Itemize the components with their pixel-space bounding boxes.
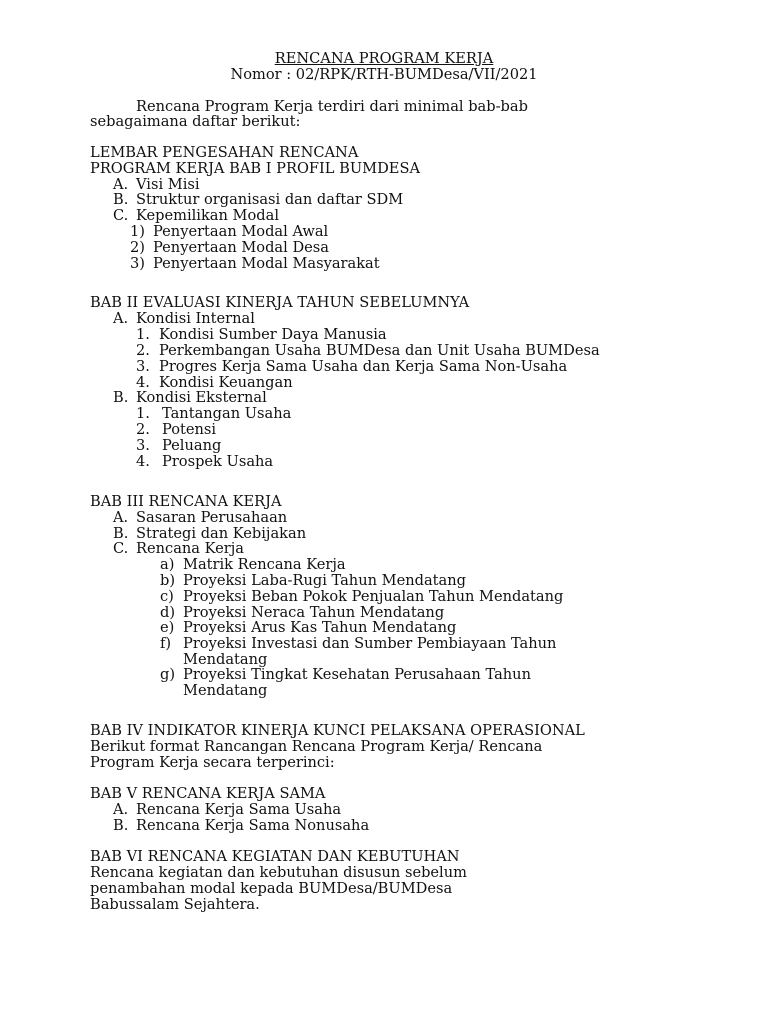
- document-number: Nomor : 02/RPK/RTH-BUMDesa/VII/2021: [230, 66, 538, 83]
- bab2-b-item-label: 2.: [136, 421, 150, 438]
- bab1-item-label: A.: [113, 176, 129, 193]
- bab1-item-text: Kepemilikan Modal: [136, 207, 279, 224]
- bab3-sub-text: Matrik Rencana Kerja: [183, 556, 346, 573]
- bab3-sub-text: Proyeksi Arus Kas Tahun Mendatang: [183, 619, 457, 636]
- bab3-title: BAB III RENCANA KERJA: [90, 493, 282, 510]
- bab3-sub-text: Proyeksi Laba-Rugi Tahun Mendatang: [183, 572, 466, 589]
- lembar-line-1: LEMBAR PENGESAHAN RENCANA: [90, 144, 359, 161]
- bab2-a-label: A.: [113, 310, 129, 327]
- bab4-line-2: Program Kerja secara terperinci:: [90, 754, 335, 771]
- bab2-a-item-text: Kondisi Keuangan: [159, 374, 293, 391]
- bab6-line-1: Rencana kegiatan dan kebutuhan disusun sebelum: [90, 864, 467, 881]
- bab5-title: BAB V RENCANA KERJA SAMA: [90, 785, 326, 802]
- bab2-a-item-label: 1.: [136, 326, 150, 343]
- bab6-line-3: Babussalam Sejahtera.: [90, 896, 260, 913]
- bab3-sub-label: b): [160, 572, 176, 589]
- bab1-sub-text: Penyertaan Modal Desa: [153, 239, 329, 256]
- bab2-title: BAB II EVALUASI KINERJA TAHUN SEBELUMNYA: [90, 294, 470, 311]
- bab1-item-label: B.: [113, 191, 129, 208]
- bab2-b-item-label: 1.: [136, 405, 150, 422]
- document-title: RENCANA PROGRAM KERJA: [274, 50, 494, 67]
- bab2-b-item-text: Potensi: [162, 421, 217, 438]
- bab3-sub-label: g): [160, 666, 176, 683]
- bab3-sub-label: d): [160, 604, 176, 621]
- bab1-item-text: Visi Misi: [136, 176, 200, 193]
- bab3-sub-text: Proyeksi Investasi dan Sumber Pembiayaan Tahun: [183, 635, 557, 652]
- bab1-sub-label: 3): [130, 255, 145, 272]
- bab2-a-item-label: 3.: [136, 358, 150, 375]
- bab2-b-item-label: 3.: [136, 437, 150, 454]
- bab3-item-label: C.: [113, 540, 129, 557]
- bab2-a-item-text: Perkembangan Usaha BUMDesa dan Unit Usaha BUMDesa: [159, 342, 600, 359]
- bab4-title: BAB IV INDIKATOR KINERJA KUNCI PELAKSANA OPERASIONAL: [90, 722, 585, 739]
- bab3-sub-label: c): [160, 588, 174, 605]
- bab1-sub-text: Penyertaan Modal Awal: [153, 223, 329, 240]
- bab3-sub-text: Proyeksi Tingkat Kesehatan Perusahaan Tahun: [183, 666, 531, 683]
- bab2-a-item-text: Progres Kerja Sama Usaha dan Kerja Sama Non-Usaha: [159, 358, 568, 375]
- bab1-sub-label: 2): [130, 239, 145, 256]
- bab2-a-item-text: Kondisi Sumber Daya Manusia: [159, 326, 387, 343]
- lembar-line-2: PROGRAM KERJA BAB I PROFIL BUMDESA: [90, 160, 420, 177]
- bab5-item-label: A.: [113, 801, 129, 818]
- bab5-item-text: Rencana Kerja Sama Usaha: [136, 801, 342, 818]
- bab2-b-item-text: Prospek Usaha: [162, 453, 274, 470]
- bab5-item-label: B.: [113, 817, 129, 834]
- bab6-title: BAB VI RENCANA KEGIATAN DAN KEBUTUHAN: [90, 848, 460, 865]
- bab2-b-item-text: Peluang: [162, 437, 222, 454]
- bab1-item-label: C.: [113, 207, 129, 224]
- bab3-item-label: B.: [113, 525, 129, 542]
- bab3-sub-text: Proyeksi Neraca Tahun Mendatang: [183, 604, 445, 621]
- bab1-sub-label: 1): [130, 223, 145, 240]
- bab1-sub-text: Penyertaan Modal Masyarakat: [153, 255, 380, 272]
- bab4-line-1: Berikut format Rancangan Rencana Program Kerja/ Rencana: [90, 738, 543, 755]
- bab3-sub-label: e): [160, 619, 175, 636]
- bab2-a-text: Kondisi Internal: [136, 310, 255, 327]
- bab1-item-text: Struktur organisasi dan daftar SDM: [136, 191, 404, 208]
- bab2-b-item-label: 4.: [136, 453, 150, 470]
- bab3-sub-label: f): [160, 635, 172, 652]
- bab6-line-2: penambahan modal kepada BUMDesa/BUMDesa: [90, 880, 453, 897]
- bab3-item-text: Rencana Kerja: [136, 540, 244, 557]
- bab3-sub-text-continued: Mendatang: [183, 682, 268, 699]
- bab3-item-text: Sasaran Perusahaan: [136, 509, 288, 526]
- bab2-b-item-text: Tantangan Usaha: [162, 405, 292, 422]
- bab3-sub-label: a): [160, 556, 175, 573]
- bab3-item-text: Strategi dan Kebijakan: [136, 525, 307, 542]
- bab5-item-text: Rencana Kerja Sama Nonusaha: [136, 817, 370, 834]
- bab2-b-text: Kondisi Eksternal: [136, 389, 267, 406]
- intro-line-1: Rencana Program Kerja terdiri dari minimal bab-bab: [136, 98, 528, 115]
- bab2-b-label: B.: [113, 389, 129, 406]
- bab3-sub-text: Proyeksi Beban Pokok Penjualan Tahun Mendatang: [183, 588, 564, 605]
- intro-line-2: sebagaimana daftar berikut:: [90, 113, 301, 130]
- bab3-sub-text-continued: Mendatang: [183, 651, 268, 668]
- bab3-item-label: A.: [113, 509, 129, 526]
- bab2-a-item-label: 4.: [136, 374, 150, 391]
- bab2-a-item-label: 2.: [136, 342, 150, 359]
